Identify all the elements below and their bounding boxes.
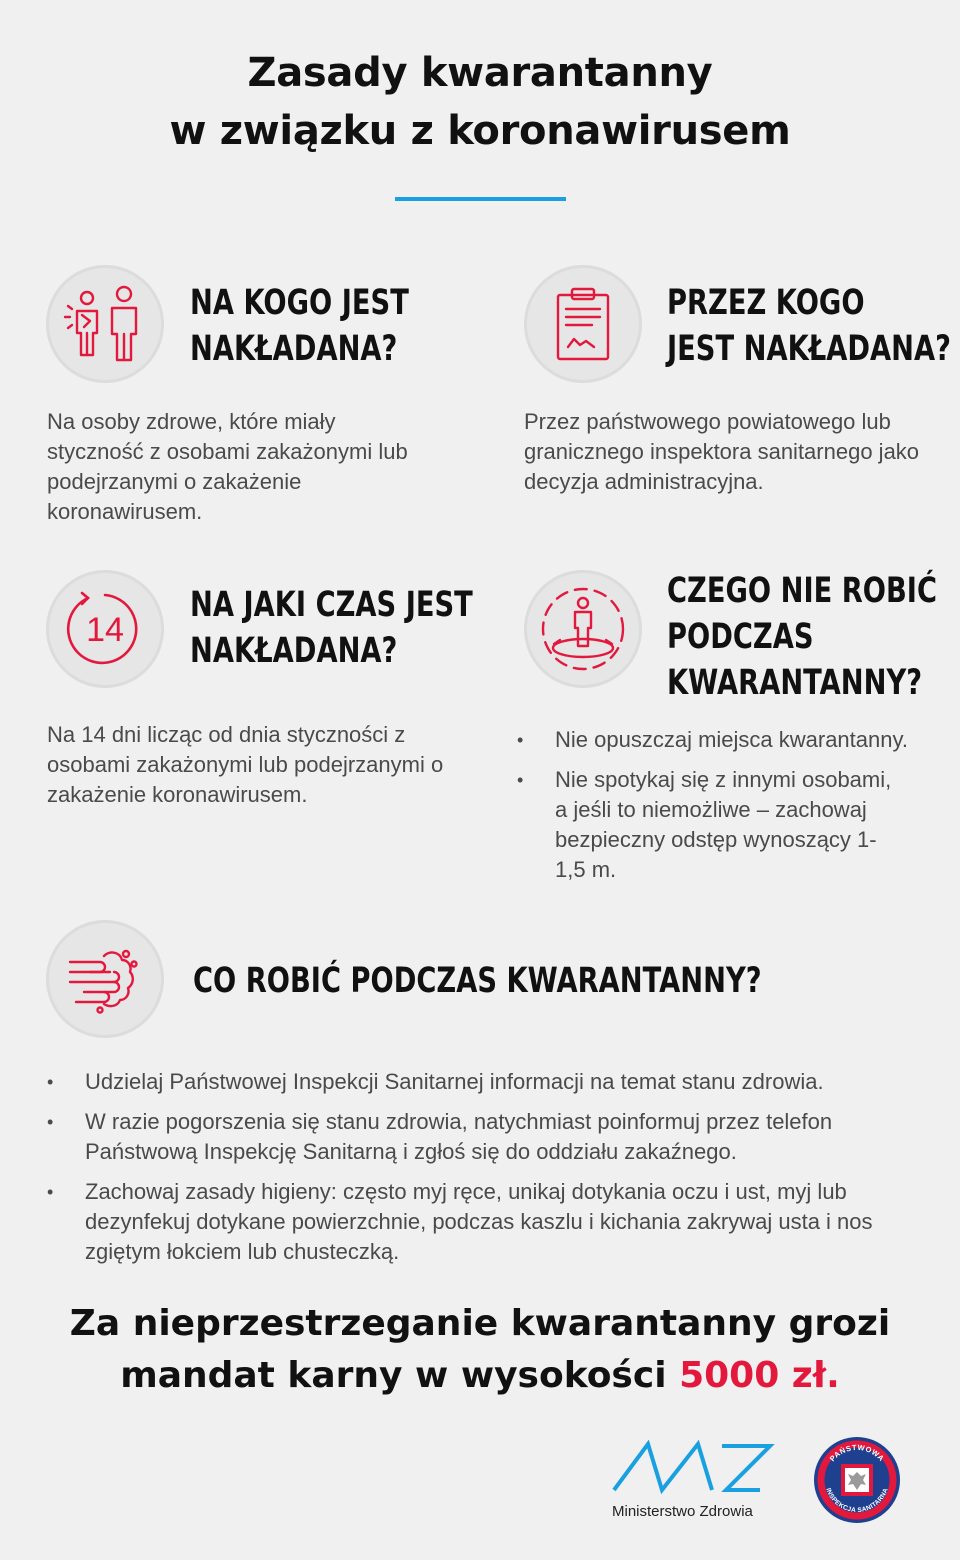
people-icon [46, 265, 164, 383]
who-body: Na osoby zdrowe, które miały styczność z osobami zakażonymi lub podejrzanymi o zakażenie koronawirusem. [47, 409, 408, 524]
donts-heading-line1: CZEGO NIE ROBIĆ [667, 571, 937, 611]
who-heading-line1: NA KOGO JEST [190, 283, 409, 323]
by-whom-heading-line2: JEST NAKŁADANA? [667, 329, 951, 369]
donts-heading-line2: PODCZAS [667, 617, 814, 657]
who-heading-line2: NAKŁADANA? [190, 329, 398, 369]
page-title-line1: Zasady kwarantanny [247, 50, 713, 96]
by-whom-heading [667, 280, 951, 372]
donts-list [517, 725, 917, 895]
panstwowa-inspekcja-sanitarna-seal [813, 1436, 901, 1524]
penalty-amount: 5000 zł. [679, 1355, 840, 1396]
page-title [0, 44, 960, 160]
hand-washing-icon [46, 920, 164, 1038]
seal-text-bottom: INSPEKCJA SANITARNA [824, 1487, 890, 1515]
clipboard-icon [524, 265, 642, 383]
duration-body: Na 14 dni licząc od dnia styczności z osobami zakażonymi lub podejrzanymi o zakażenie koronawirusem. [47, 722, 444, 807]
fourteen-days-number: 14 [86, 611, 124, 649]
dos-heading: CO ROBIĆ PODCZAS KWARANTANNY? [193, 961, 762, 1001]
penalty-line1: Za nieprzestrzeganie kwarantanny grozi [69, 1303, 891, 1344]
list-item: • Zachowaj zasady higieny: często myj ręce, unikaj dotykania oczu i ust, myj lub dezynfekuj dotykane powierzchnie, podczas kaszlu i kichania zakrywaj usta i nos zgiętym łokciem lub chusteczką. [47, 1177, 935, 1267]
page-title-line2: w związku z koronawirusem [169, 108, 791, 154]
penalty-line2-prefix: mandat karny w wysokości [120, 1355, 680, 1396]
isolated-person-icon [524, 570, 642, 688]
list-item: • Udzielaj Państwowej Inspekcji Sanitarnej informacji na temat stanu zdrowia. [47, 1067, 947, 1097]
seal-text-top: PAŃSTWOWA [827, 1442, 887, 1464]
list-item: • Nie spotykaj się z innymi osobami, a jeśli to niemożliwe – zachowaj bezpieczny odstęp wynoszący 1-1,5 m. [517, 765, 895, 885]
by-whom-heading-line1: PRZEZ KOGO [667, 283, 865, 323]
donts-heading [667, 568, 937, 706]
penalty-line2 [0, 1350, 960, 1402]
who-heading [190, 280, 409, 372]
by-whom-body: Przez państwowego powiatowego lub granicznego inspektora sanitarnego jako decyzja administracyjna. [524, 409, 920, 494]
duration-heading [190, 582, 473, 674]
list-item: • Nie opuszczaj miejsca kwarantanny. [517, 725, 917, 755]
list-item: • W razie pogorszenia się stanu zdrowia, natychmiast poinformuj przez telefon Państwową Inspekcję Sanitarną i zgłoś się do oddziału zakaźnego. [47, 1107, 915, 1167]
title-divider [395, 197, 566, 201]
duration-heading-line1: NA JAKI CZAS JEST [190, 585, 473, 625]
ministerstwo-zdrowia-label: Ministerstwo Zdrowia [612, 1503, 753, 1520]
donts-heading-line3: KWARANTANNY? [667, 663, 923, 703]
penalty-notice [0, 1298, 960, 1402]
duration-heading-line2: NAKŁADANA? [190, 631, 398, 671]
fourteen-days-icon [46, 570, 164, 688]
dos-list [47, 1067, 947, 1277]
